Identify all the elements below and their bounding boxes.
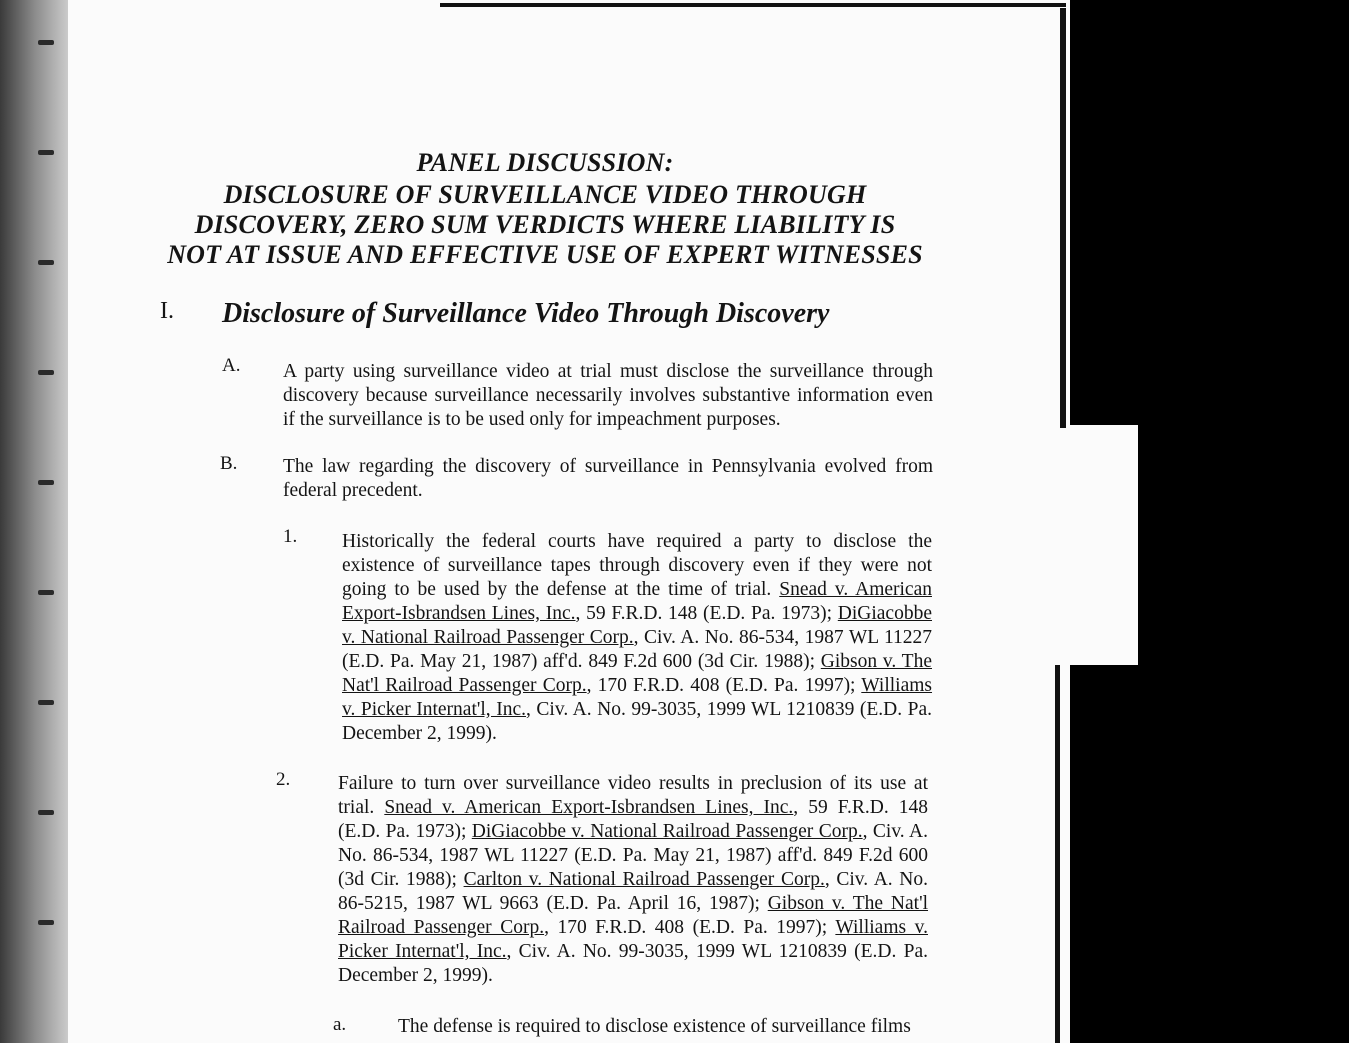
binder-hole <box>38 370 54 375</box>
heading-line: DISCLOSURE OF SURVEILLANCE VIDEO THROUGH <box>223 180 867 209</box>
paragraph-text: , Civ. A. No. 86-5215, 1987 WL 9663 (E.D. Pa. April 16, 1987); <box>338 869 929 914</box>
binder-hole <box>38 150 54 155</box>
binder-hole <box>38 40 54 45</box>
case-citation: Snead v. American Export-Isbrandsen Lines, Inc. <box>384 797 794 818</box>
page-border-right <box>1055 665 1060 1043</box>
page-tab <box>1058 425 1138 665</box>
binder-hole <box>38 590 54 595</box>
paragraph-text: Failure to turn over surveillance video results in preclusion of its use at trial. <box>338 773 928 818</box>
paragraph-text: , 59 F.R.D. 148 (E.D. Pa. 1973); <box>338 797 929 842</box>
binder-hole <box>38 810 54 815</box>
heading-line: DISCOVERY, ZERO SUM VERDICTS WHERE LIABILITY IS <box>194 210 896 239</box>
item-label: 1. <box>283 526 298 547</box>
case-citation: Gibson v. The Nat'l Railroad Passenger Corp. <box>338 893 929 938</box>
item-label: B. <box>220 453 238 474</box>
case-citation: Gibson v. The Nat'l Railroad Passenger Corp. <box>342 651 932 696</box>
binder-hole <box>38 920 54 925</box>
binder-hole <box>38 260 54 265</box>
binder-hole <box>38 480 54 485</box>
paragraph-text: , Civ. A. No. 99-3035, 1999 WL 1210839 (E.D. Pa. December 2, 1999). <box>342 699 933 744</box>
heading-line: NOT AT ISSUE AND EFFECTIVE USE OF EXPERT WITNESSES <box>167 240 923 269</box>
item-paragraph: A party using surveillance video at trial must disclose the surveillance through discovery because surveillance necessarily involves substantive information even if the surveillance is to be used only for impeachment purposes. <box>283 361 933 430</box>
item-paragraph <box>342 530 932 746</box>
paragraph-text: Historically the federal courts have required a party to disclose the existence of surveillance tapes through discovery even if they were not going to be used by the defense at the time of trial. <box>342 531 932 600</box>
item-label: a. <box>333 1014 347 1035</box>
case-citation: Snead v. American Export-Isbrandsen Lines, Inc. <box>342 579 932 624</box>
item-label: A. <box>222 355 241 376</box>
paragraph-text: , 170 F.R.D. 408 (E.D. Pa. 1997); <box>586 675 862 696</box>
paragraph-text: , 59 F.R.D. 148 (E.D. Pa. 1973); <box>575 603 838 624</box>
section-number: I. <box>160 298 174 324</box>
item-label: 2. <box>276 769 291 790</box>
item-paragraph <box>338 772 928 988</box>
item-paragraph: The law regarding the discovery of surveillance in Pennsylvania evolved from federal precedent. <box>283 456 933 501</box>
case-citation: DiGiacobbe v. National Railroad Passenger Corp. <box>342 603 932 648</box>
binder-hole <box>38 700 54 705</box>
paragraph-text: , 170 F.R.D. 408 (E.D. Pa. 1997); <box>544 917 836 938</box>
paragraph-text: , Civ. A. No. 86-534, 1987 WL 11227 (E.D. Pa. May 21, 1987) aff'd. 849 F.2d 600 (3d Cir. 1988); <box>342 627 932 672</box>
page-border-right <box>1060 8 1066 428</box>
section-title: Disclosure of Surveillance Video Through Discovery <box>222 298 830 329</box>
heading-line: PANEL DISCUSSION: <box>416 148 674 177</box>
case-citation: Williams v. Picker Internat'l, Inc. <box>338 917 928 962</box>
case-citation: Williams v. Picker Internat'l, Inc. <box>342 675 933 720</box>
paragraph-text: , Civ. A. No. 86-534, 1987 WL 11227 (E.D. Pa. May 21, 1987) aff'd. 849 F.2d 600 (3d Cir. 1988); <box>338 821 928 890</box>
page-border-top <box>440 3 1066 7</box>
paragraph-text: , Civ. A. No. 99-3035, 1999 WL 1210839 (E.D. Pa. December 2, 1999). <box>338 941 928 986</box>
case-citation: DiGiacobbe v. National Railroad Passenger Corp. <box>471 821 863 842</box>
item-paragraph: The defense is required to disclose existence of surveillance films <box>398 1016 911 1037</box>
case-citation: Carlton v. National Railroad Passenger Corp. <box>463 869 825 890</box>
